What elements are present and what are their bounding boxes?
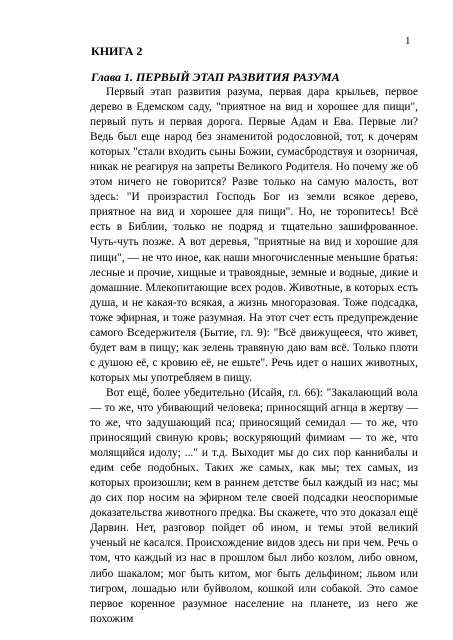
body-text — [90, 85, 418, 627]
paragraph-2: Вот ещё, более убедительно (Исайя, гл. 66): "Закалающий вола — то же, что убивающий человека; приносящий агнца в жертву — то же, что задушающий пса; приносящий семидал — то же, что приносящий свиную кровь; воскуряющий фимиам — то же, что молящийся идолу; ..." и т.д. Выходит мы до сих пор каннибалы и едим себе подобных. Таких же самых, как мы; тех самых, из которых произошли; кем в раннем детстве был каждый из нас; мы до сих пор носим на эфирном теле своей подсадки неоспоримые доказательства животного предка. Вы скажете, что это доказал ещё Дарвин. Нет, разговор пойдет об ином, и темы этой великий ученый не касался. Происхождение видов здесь ни при чем. Речь о том, что каждый из нас в прошлом был либо козлом, либо овном, либо шакалом; мог быть китом, мог быть дельфином; львом или тигром, лошадью или буйволом, кошкой или собакой. Это самое первое коренное разумное население на планете, из него же похожим — [90, 386, 418, 625]
chapter-title: Глава 1. ПЕРВЫЙ ЭТАП РАЗВИТИЯ РАЗУМА — [91, 70, 340, 84]
page-number: 1 — [405, 35, 411, 47]
paragraph-1: Первый этап развития разума, первая дара крыльев, первое дерево в Едемском саду, "приятное на вид и хорошее для пищи", первый путь и первая дорога. Первые Адам и Ева. Первые ли? Ведь был еще народ без знаменитой родословной, тот, к дочерям которых "стали входить сыны Божии, сумасбродствуя и озорничая, никак не реагируя на запреты Великого Родителя. Но почему же об этом ничего не говорится? Разве только на самую малость, вот здесь: "И произрастил Господь Бог из земли всякое дерево, приятное на вид и хорошее для пищи". Но, не торопитесь! Всё есть в Библии, только не подряд и тщательно зашифрованное. Чуть-чуть позже. А вот деревья, "приятные на вид и хорошие для пищи", — не что иное, как наши многочисленные меньшие братья: лесные и прочие, хищные и травоядные, земные и водные, дикие и домашние. Млекопитающие всех родов. Животные, в которых есть душа, и не какая-то всякая, а жизнь многоразовая. Тоже подсадка, тоже эфирная, и тоже разумная. На этот счет есть предупреждение самого Вседержителя (Бытие, гл. 9): "Всё движущееся, что живет, будет вам в пищу; как зелень травяную даю вам всё. Только плоти с душою её, с кровию её, не ешьте". Речь идет о наших животных, которых мы употребляем в пищу. — [90, 86, 418, 384]
book-title: КНИГА 2 — [91, 44, 143, 58]
